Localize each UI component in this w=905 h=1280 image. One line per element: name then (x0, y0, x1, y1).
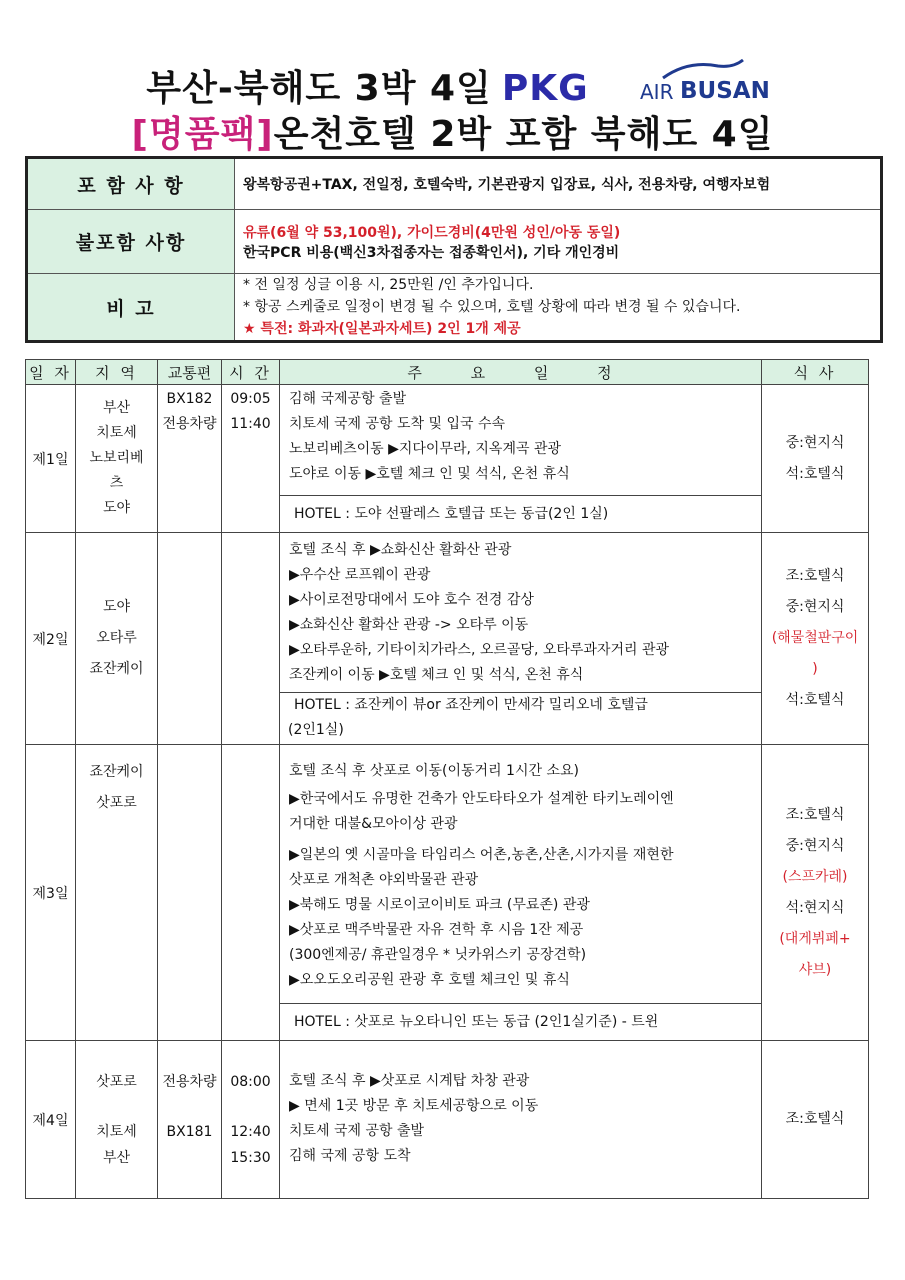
day2-meal-5: 석:호텔식 (785, 692, 845, 708)
day1-region-3: 노보리베 (89, 450, 144, 466)
day2-meal-4: ) (812, 661, 818, 677)
day1-meal-1: 중:현지식 (785, 434, 845, 451)
day3-hotel: HOTEL : 삿포로 뉴오타니인 또는 동급 (2인1실기준) - 트윈 (280, 1003, 761, 1040)
remark-2: * 항공 스케줄로 일정이 변경 될 수 있으며, 호텔 상황에 따라 변경 될 수 있습니다. (243, 299, 741, 315)
day2-region-2: 오타루 (96, 630, 137, 646)
header-plan: 주 요 일 정 (280, 360, 762, 385)
excluded-guide: 가이드경비(4만원 성인/아동 동일) (407, 224, 621, 241)
remarks-label: 비 고 (27, 274, 235, 342)
header-transport: 교통편 (158, 360, 222, 385)
day2-plan (280, 533, 762, 745)
day2-meal-2: 중:현지식 (785, 599, 845, 615)
day1-plan-4: 도야로 이동 ▶호텔 체크 인 및 석식, 온천 휴식 (289, 466, 570, 482)
day1-hotel: HOTEL : 도야 선팔레스 호텔급 또는 동급(2인 1실) (280, 495, 761, 532)
day2-date: 제2일 (26, 533, 76, 745)
day4-transport-1: 전용차량 (162, 1073, 217, 1090)
excluded-line2: 한국PCR 비용(백신3차접종자는 접종확인서), 기타 개인경비 (243, 244, 620, 261)
day2-plan-2: ▶우수산 로프웨이 관광 (289, 567, 431, 583)
day2-row (26, 533, 869, 745)
header-date: 일 자 (26, 360, 76, 385)
schedule-table (25, 359, 869, 1199)
day4-times (222, 1041, 280, 1199)
day4-transport (158, 1041, 222, 1199)
day1-transport-2: 전용차량 (162, 416, 217, 432)
day1-transport (158, 385, 222, 533)
day4-time-2: 12:40 (230, 1123, 271, 1140)
day3-times (222, 745, 280, 1041)
day1-transport-1: BX182 (166, 391, 213, 407)
day1-regions (76, 385, 158, 533)
title-rest: 온천호텔 2박 포함 북해도 4일 (273, 114, 774, 155)
excluded-label: 불포함 사항 (27, 210, 235, 274)
day3-meal-3: (스프카레) (782, 868, 848, 885)
title-bracket: [명품팩] (131, 114, 274, 155)
day2-plan-1: 호텔 조식 후 ▶쇼화신산 활화산 관광 (289, 542, 512, 558)
day1-region-4: 츠 (109, 475, 124, 491)
day3-meal-2: 중:현지식 (785, 837, 845, 854)
day4-date: 제4일 (26, 1041, 76, 1199)
remark-3: ★ 특전: 화과자(일본과자세트) 2인 1개 제공 (243, 321, 521, 337)
day1-meal-2: 석:호텔식 (785, 465, 845, 482)
day2-plan-5: ▶오타루운하, 기타이치가라스, 오르골당, 오타루과자거리 관광 (289, 642, 670, 658)
day1-time-2: 11:40 (230, 416, 271, 432)
day3-plan-5: 삿포로 개척촌 야외박물관 관광 (289, 872, 479, 888)
day4-meals (762, 1041, 869, 1199)
day1-plan-3: 노보리베츠이동 ▶지다이무라, 지옥계곡 관광 (289, 441, 561, 457)
day4-meal-1: 조:호텔식 (785, 1111, 845, 1127)
included-text: 왕복항공권+TAX, 전일정, 호텔숙박, 기본관광지 입장료, 식사, 전용차량, 여행자보험 (235, 158, 882, 210)
day2-hotel-room: (2인1실) (288, 722, 344, 738)
day1-region-5: 도야 (102, 500, 131, 516)
day2-meals (762, 533, 869, 745)
day4-plan-4: 김해 국제 공항 도착 (289, 1148, 411, 1164)
day1-plan (280, 385, 762, 533)
day3-plan-6: ▶북해도 명물 시로이코이비토 파크 (무료존) 관광 (289, 897, 590, 913)
day3-meal-5: (대게뷔페+ (779, 930, 851, 947)
remarks-text (235, 274, 882, 342)
day3-plan-7: ▶삿포로 맥주박물관 자유 견학 후 시음 1잔 제공 (289, 922, 584, 938)
air-busan-logo (640, 58, 770, 106)
logo-busan: BUSAN (680, 78, 770, 104)
day4-time-3: 15:30 (230, 1149, 271, 1166)
included-label: 포 함 사 항 (27, 158, 235, 210)
day1-row (26, 385, 869, 533)
title-main: 부산-북해도 3박 4일 (146, 68, 492, 109)
page-title-line2 (0, 106, 905, 157)
day3-regions (76, 745, 158, 1041)
day2-region-3: 죠잔케이 (89, 661, 144, 677)
day1-region-1: 부산 (102, 400, 131, 416)
day3-plan-2: ▶한국에서도 유명한 건축가 안도타타오가 설계한 타키노레이엔 (289, 791, 674, 807)
day2-regions (76, 533, 158, 745)
day1-times (222, 385, 280, 533)
day3-plan-8: (300엔제공/ 휴관일경우 * 닛카위스키 공장견학) (289, 947, 587, 963)
day1-plan-2: 치토세 국제 공항 도착 및 입국 수속 (289, 416, 506, 432)
day3-date: 제3일 (26, 745, 76, 1041)
day1-region-2: 치토세 (96, 425, 137, 441)
day1-date: 제1일 (26, 385, 76, 533)
day3-meal-1: 조:호텔식 (785, 806, 845, 823)
day2-meal-1: 조:호텔식 (785, 568, 845, 584)
day3-meal-6: 샤브) (798, 961, 832, 978)
day3-plan-4: ▶일본의 옛 시골마을 타임리스 어촌,농촌,산촌,시가지를 재현한 (289, 847, 674, 863)
day3-row (26, 745, 869, 1041)
day1-meals (762, 385, 869, 533)
day2-plan-6: 조잔케이 이동 ▶호텔 체크 인 및 석식, 온천 휴식 (289, 667, 584, 683)
day4-row (26, 1041, 869, 1199)
day3-plan-9: ▶오오도오리공원 관광 후 호텔 체크인 및 휴식 (289, 972, 570, 988)
day4-plan-1: 호텔 조식 후 ▶삿포로 시계탑 차창 관광 (289, 1073, 530, 1089)
day4-time-1: 08:00 (230, 1073, 271, 1090)
day3-region-1: 죠잔케이 (89, 764, 144, 780)
day4-regions (76, 1041, 158, 1199)
day4-region-2: 치토세 (96, 1123, 137, 1140)
day4-transport-2: BX181 (166, 1123, 213, 1140)
day2-region-1: 도야 (102, 599, 131, 615)
day3-plan-3: 거대한 대불&모아이상 관광 (289, 816, 458, 832)
header-region: 지 역 (76, 360, 158, 385)
day3-meals (762, 745, 869, 1041)
day1-plan-1: 김해 국제공항 출발 (289, 391, 407, 407)
day4-region-1: 삿포로 (96, 1073, 137, 1090)
excluded-text (235, 210, 882, 274)
day3-plan-1: 호텔 조식 후 삿포로 이동(이동거리 1시간 소요) (289, 763, 579, 779)
day2-plan-4: ▶쇼화신산 활화산 관광 -> 오타루 이동 (289, 617, 529, 633)
header-meal: 식 사 (762, 360, 869, 385)
day4-plan-2: ▶ 면세 1곳 방문 후 치토세공항으로 이동 (289, 1098, 539, 1114)
header-time: 시 간 (222, 360, 280, 385)
day3-transport (158, 745, 222, 1041)
day2-transport (158, 533, 222, 745)
excluded-fuel: 유류(6월 약 53,100원), (243, 224, 403, 241)
day4-plan (280, 1041, 762, 1199)
day4-region-3: 부산 (102, 1149, 131, 1166)
day2-plan-3: ▶사이로전망대에서 도야 호수 전경 감상 (289, 592, 534, 608)
day3-region-2: 삿포로 (96, 795, 137, 811)
remark-1: * 전 일정 싱글 이용 시, 25만원 /인 추가입니다. (243, 277, 534, 293)
day3-plan (280, 745, 762, 1041)
day2-times (222, 533, 280, 745)
day1-time-1: 09:05 (230, 391, 271, 407)
logo-air: AIR (640, 80, 674, 104)
day3-meal-4: 석:현지식 (785, 899, 845, 916)
day2-hotel: HOTEL : 죠잔케이 뷰or 죠잔케이 만세각 밀리오네 호텔급 (294, 697, 648, 713)
title-pkg: PKG (501, 68, 589, 109)
info-table (25, 156, 883, 343)
day2-meal-3: (해물철판구이 (771, 630, 859, 646)
day4-plan-3: 치토세 국제 공항 출발 (289, 1123, 425, 1139)
